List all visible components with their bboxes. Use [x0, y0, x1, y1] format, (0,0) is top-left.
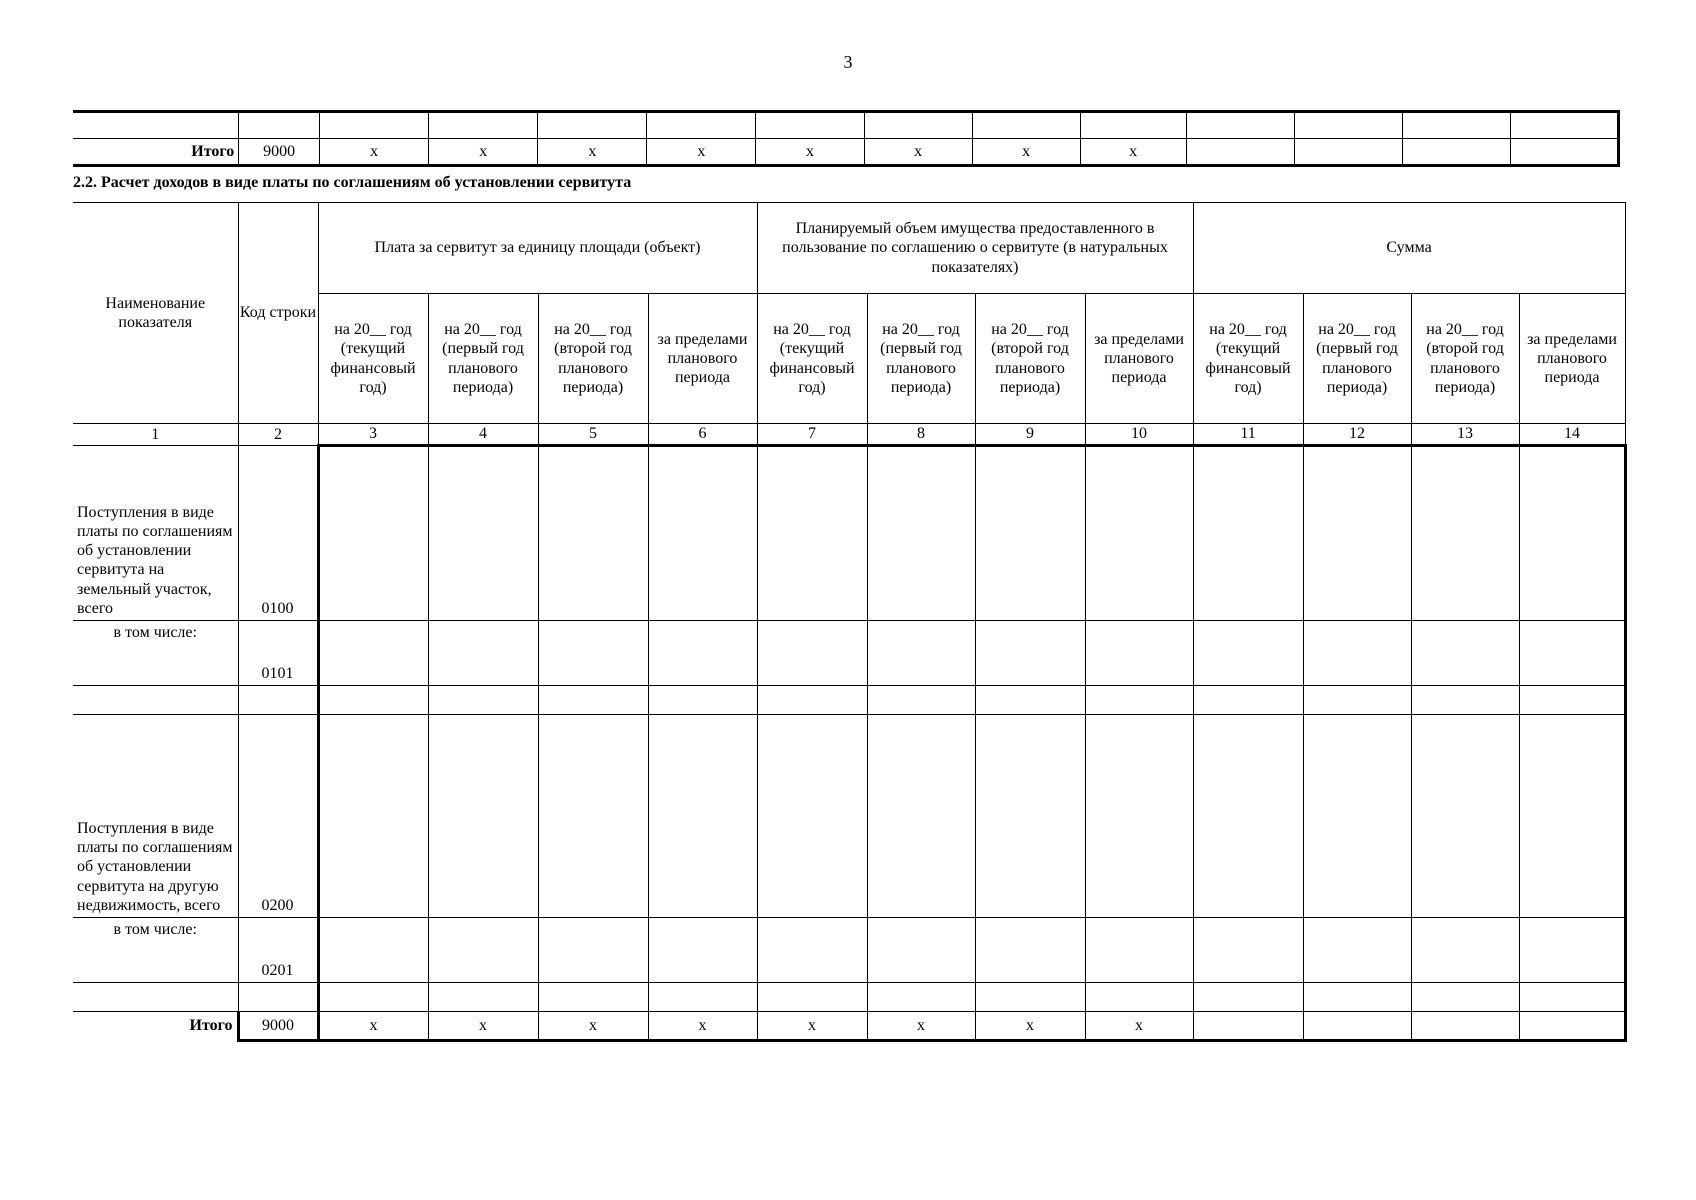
data-cell: [538, 446, 648, 621]
column-number: 4: [428, 424, 538, 446]
total-mark: x: [757, 1012, 867, 1041]
data-cell: [757, 715, 867, 918]
data-cell: [867, 621, 975, 686]
row-label-land: Поступления в виде платы по соглашениям об установлении сервитута на земельный участок, всего: [73, 446, 238, 621]
data-cell: [318, 918, 428, 983]
data-cell: [975, 446, 1085, 621]
header-sub-second: на 20__ год (второй год планового периода): [538, 294, 648, 424]
column-number: 7: [757, 424, 867, 446]
column-number: 10: [1085, 424, 1193, 446]
column-number: 3: [318, 424, 428, 446]
header-sub-current: на 20__ год (текущий финансовый год): [757, 294, 867, 424]
data-cell: [428, 715, 538, 918]
header-sub-first: на 20__ год (первый год планового периода): [1303, 294, 1411, 424]
blank-cell: [1294, 139, 1402, 166]
table-row-total: [73, 1012, 1625, 1041]
total-label: Итого: [73, 1012, 238, 1041]
data-cell: [1411, 446, 1519, 621]
total-mark: x: [429, 139, 538, 166]
data-cell: [1411, 621, 1519, 686]
column-number: 5: [538, 424, 648, 446]
blank-cell: [1186, 139, 1294, 166]
blank-cell: [1510, 139, 1618, 166]
total-code: 9000: [239, 139, 320, 166]
row-code-incl: 0201: [238, 918, 318, 983]
page-number: 3: [843, 52, 853, 72]
data-cell: [1085, 715, 1193, 918]
total-mark: x: [538, 1012, 648, 1041]
data-cell: [1085, 621, 1193, 686]
header-sub-beyond: за пределами планового периода: [1519, 294, 1625, 424]
column-number-row: [73, 424, 1625, 446]
blank-cell: [647, 112, 756, 139]
data-cell: [1085, 918, 1193, 983]
data-cell: [648, 983, 757, 1012]
data-cell: [1193, 621, 1303, 686]
total-mark: x: [1085, 1012, 1193, 1041]
top-table-total-row: [73, 139, 1619, 166]
data-cell: [867, 983, 975, 1012]
blank-cell: [1402, 139, 1510, 166]
data-cell: [867, 686, 975, 715]
table-row-land-incl: [73, 621, 1625, 686]
data-cell: [757, 621, 867, 686]
blank-cell: [238, 686, 318, 715]
data-cell: [1411, 686, 1519, 715]
header-code: Код строки: [238, 203, 318, 424]
header-sub-current: на 20__ год (текущий финансовый год): [1193, 294, 1303, 424]
blank-cell: [73, 686, 238, 715]
header-sub-second: на 20__ год (второй год планового периода): [975, 294, 1085, 424]
data-cell: [648, 621, 757, 686]
data-cell: [1193, 1012, 1303, 1041]
blank-cell: [239, 112, 320, 139]
total-mark: x: [318, 1012, 428, 1041]
data-cell: [757, 686, 867, 715]
header-sub-current: на 20__ год (текущий финансовый год): [318, 294, 428, 424]
header-group-sum: Сумма: [1193, 203, 1625, 294]
column-number: 12: [1303, 424, 1411, 446]
data-cell: [1085, 983, 1193, 1012]
column-number: 2: [238, 424, 318, 446]
data-cell: [1193, 686, 1303, 715]
data-cell: [1519, 918, 1625, 983]
data-cell: [1303, 621, 1411, 686]
data-cell: [538, 918, 648, 983]
data-cell: [1303, 715, 1411, 918]
data-cell: [538, 621, 648, 686]
total-mark: x: [647, 139, 756, 166]
data-cell: [428, 686, 538, 715]
header-group-fee: Плата за сервитут за единицу площади (объект): [318, 203, 757, 294]
data-cell: [1303, 446, 1411, 621]
column-number: 6: [648, 424, 757, 446]
blank-cell: [429, 112, 538, 139]
header-sub-first: на 20__ год (первый год планового периода): [428, 294, 538, 424]
data-cell: [318, 446, 428, 621]
blank-cell: [320, 112, 429, 139]
header-sub-second: на 20__ год (второй год планового периода): [1411, 294, 1519, 424]
data-cell: [428, 918, 538, 983]
data-cell: [428, 446, 538, 621]
column-number: 13: [1411, 424, 1519, 446]
header-sub-first: на 20__ год (первый год планового периода): [867, 294, 975, 424]
table-row-land: [73, 446, 1625, 621]
data-cell: [1085, 446, 1193, 621]
data-cell: [648, 715, 757, 918]
blank-cell: [1294, 112, 1402, 139]
row-label-incl: в том числе:: [73, 918, 238, 983]
blank-cell: [1186, 112, 1294, 139]
total-mark: x: [538, 139, 647, 166]
data-cell: [1411, 918, 1519, 983]
header-sub-beyond: за пределами планового периода: [1085, 294, 1193, 424]
data-cell: [1085, 686, 1193, 715]
data-cell: [1519, 715, 1625, 918]
data-cell: [318, 686, 428, 715]
blank-cell: [73, 983, 238, 1012]
data-cell: [867, 715, 975, 918]
row-code-incl: 0101: [238, 621, 318, 686]
total-mark: x: [756, 139, 864, 166]
data-cell: [975, 983, 1085, 1012]
total-mark: x: [648, 1012, 757, 1041]
data-cell: [428, 621, 538, 686]
total-mark: x: [975, 1012, 1085, 1041]
row-code-land: 0100: [238, 446, 318, 621]
total-label: Итого: [73, 139, 239, 166]
data-cell: [538, 983, 648, 1012]
data-cell: [648, 446, 757, 621]
data-cell: [648, 918, 757, 983]
total-mark: x: [867, 1012, 975, 1041]
data-cell: [1193, 983, 1303, 1012]
row-code-other: 0200: [238, 715, 318, 918]
blank-cell: [1402, 112, 1510, 139]
header-row-groups: [73, 203, 1625, 294]
blank-cell: [73, 112, 239, 139]
column-number: 8: [867, 424, 975, 446]
top-table-blank-row: [73, 112, 1619, 139]
table-row-blank: [73, 983, 1625, 1012]
row-label-incl: в том числе:: [73, 621, 238, 686]
header-name: Наименование показателя: [73, 203, 238, 424]
row-label-other: Поступления в виде платы по соглашениям об установлении сервитута на другую недвижимость, всего: [73, 715, 238, 918]
header-sub-beyond: за пределами планового периода: [648, 294, 757, 424]
data-cell: [318, 983, 428, 1012]
servitude-income-table: [73, 202, 1627, 1042]
blank-cell: [238, 983, 318, 1012]
total-mark: x: [320, 139, 429, 166]
data-cell: [975, 686, 1085, 715]
data-cell: [1193, 446, 1303, 621]
data-cell: [757, 446, 867, 621]
data-cell: [648, 686, 757, 715]
data-cell: [428, 983, 538, 1012]
column-number: 1: [73, 424, 238, 446]
blank-cell: [1510, 112, 1618, 139]
data-cell: [1303, 1012, 1411, 1041]
data-cell: [867, 918, 975, 983]
blank-cell: [538, 112, 647, 139]
section-title: 2.2. Расчет доходов в виде платы по соглашениям об установлении сервитута: [73, 174, 632, 191]
blank-cell: [756, 112, 864, 139]
table-row-other-incl: [73, 918, 1625, 983]
data-cell: [538, 686, 648, 715]
header-group-volume: Планируемый объем имущества предоставленного в пользование по соглашению о сервитуте (в натуральных показателях): [757, 203, 1193, 294]
data-cell: [1411, 983, 1519, 1012]
data-cell: [757, 918, 867, 983]
table-row-other: [73, 715, 1625, 918]
data-cell: [867, 446, 975, 621]
data-cell: [1519, 686, 1625, 715]
data-cell: [1303, 686, 1411, 715]
total-mark: x: [1080, 139, 1186, 166]
total-code: 9000: [238, 1012, 318, 1041]
data-cell: [318, 621, 428, 686]
data-cell: [318, 715, 428, 918]
column-number: 11: [1193, 424, 1303, 446]
column-number: 14: [1519, 424, 1625, 446]
data-cell: [975, 621, 1085, 686]
data-cell: [1519, 983, 1625, 1012]
data-cell: [1303, 983, 1411, 1012]
data-cell: [1193, 715, 1303, 918]
data-cell: [1519, 1012, 1625, 1041]
table-row-blank: [73, 686, 1625, 715]
total-mark: x: [972, 139, 1080, 166]
total-mark: x: [428, 1012, 538, 1041]
data-cell: [1519, 446, 1625, 621]
data-cell: [1193, 918, 1303, 983]
column-number: 9: [975, 424, 1085, 446]
data-cell: [538, 715, 648, 918]
top-table: [73, 110, 1620, 167]
blank-cell: [1080, 112, 1186, 139]
data-cell: [975, 918, 1085, 983]
blank-cell: [864, 112, 972, 139]
data-cell: [1303, 918, 1411, 983]
data-cell: [1411, 715, 1519, 918]
total-mark: x: [864, 139, 972, 166]
blank-cell: [972, 112, 1080, 139]
data-cell: [757, 983, 867, 1012]
data-cell: [1519, 621, 1625, 686]
data-cell: [975, 715, 1085, 918]
data-cell: [1411, 1012, 1519, 1041]
